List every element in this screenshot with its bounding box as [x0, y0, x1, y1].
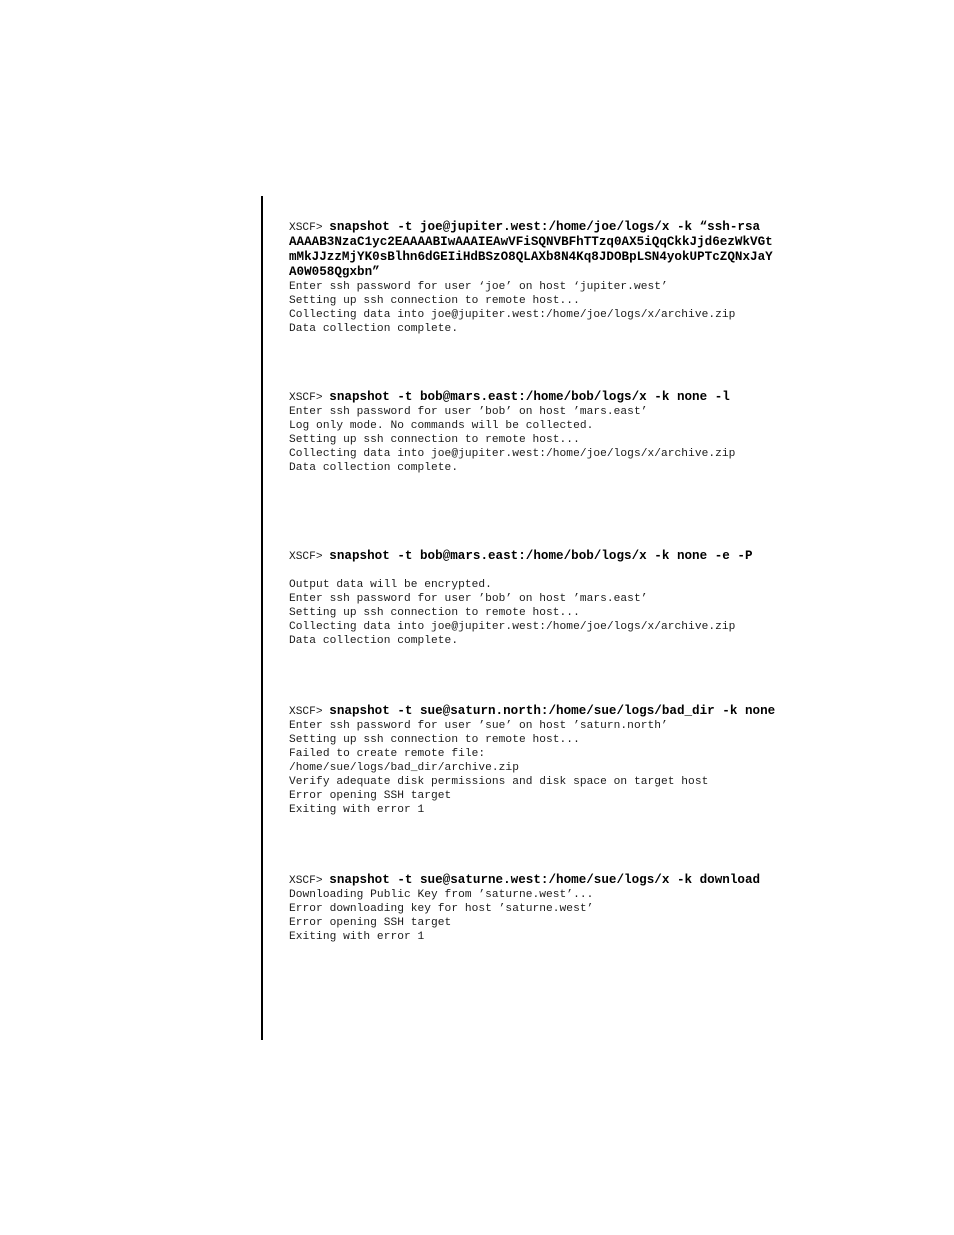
command-text: A0W058Qgxbn” [289, 265, 380, 279]
code-example-1 [289, 220, 849, 336]
code-example-2 [289, 390, 849, 475]
output-line: Setting up ssh connection to remote host... [289, 434, 580, 446]
output-line: Exiting with error 1 [289, 931, 425, 943]
command-text: snapshot -t joe@jupiter.west:/home/joe/logs/x -k “ssh-rsa [329, 220, 761, 234]
command-line [289, 390, 849, 405]
prompt: XSCF> [289, 392, 330, 404]
output-line: Setting up ssh connection to remote host... [289, 295, 580, 307]
output-line: Verify adequate disk permissions and disk space on target host [289, 776, 709, 788]
command-line [289, 250, 849, 265]
output-line: Data collection complete. [289, 323, 459, 335]
output-line: Data collection complete. [289, 462, 459, 474]
output-line: /home/sue/logs/bad_dir/archive.zip [289, 762, 519, 774]
output-line: Collecting data into joe@jupiter.west:/home/joe/logs/x/archive.zip [289, 621, 736, 633]
command-text: snapshot -t sue@saturne.west:/home/sue/logs/x -k download [329, 873, 761, 887]
output-line: Setting up ssh connection to remote host... [289, 607, 580, 619]
command-line [289, 549, 849, 564]
blank-line [289, 564, 849, 578]
output-line: Collecting data into joe@jupiter.west:/home/joe/logs/x/archive.zip [289, 448, 736, 460]
output-line: Enter ssh password for user ‘joe’ on host ‘jupiter.west’ [289, 281, 668, 293]
output-line: Error downloading key for host ’saturne.west’ [289, 903, 594, 915]
output-line: Output data will be encrypted. [289, 579, 492, 591]
command-line [289, 220, 849, 235]
output-line: Setting up ssh connection to remote host... [289, 734, 580, 746]
prompt: XSCF> [289, 222, 330, 234]
prompt: XSCF> [289, 551, 330, 563]
command-line [289, 704, 849, 719]
command-line [289, 235, 849, 250]
margin-change-bar [261, 196, 263, 1040]
output-line: Enter ssh password for user ’bob’ on host ’mars.east’ [289, 593, 648, 605]
output-line: Failed to create remote file: [289, 748, 486, 760]
output-line: Enter ssh password for user ’bob’ on host ’mars.east’ [289, 406, 648, 418]
command-line [289, 873, 849, 888]
output-line: Exiting with error 1 [289, 804, 425, 816]
output-line: Collecting data into joe@jupiter.west:/home/joe/logs/x/archive.zip [289, 309, 736, 321]
output-line: Error opening SSH target [289, 917, 452, 929]
command-text: snapshot -t bob@mars.east:/home/bob/logs/x -k none -l [329, 390, 730, 404]
output-line: Error opening SSH target [289, 790, 452, 802]
code-example-3 [289, 549, 849, 648]
command-text: snapshot -t sue@saturn.north:/home/sue/logs/bad_dir -k none [329, 704, 776, 718]
output-line: Downloading Public Key from ’saturne.west’... [289, 889, 594, 901]
command-line [289, 265, 849, 280]
prompt: XSCF> [289, 875, 330, 887]
command-text: snapshot -t bob@mars.east:/home/bob/logs/x -k none -e -P [329, 549, 753, 563]
output-line: Enter ssh password for user ’sue’ on host ’saturn.north’ [289, 720, 668, 732]
code-example-5 [289, 873, 849, 944]
output-line: Data collection complete. [289, 635, 459, 647]
prompt: XSCF> [289, 706, 330, 718]
code-example-4 [289, 704, 849, 817]
command-text: mMkJJzzMjYK0sBlhn6dGEIiHdBSzO8QLAXb8N4Kq8JDOBpLSN4yokUPTcZQNxJaY [289, 250, 773, 264]
output-line: Log only mode. No commands will be collected. [289, 420, 594, 432]
command-text: AAAAB3NzaC1yc2EAAAABIwAAAIEAwVFiSQNVBFhTTzq0AX5iQqCkkJjd6ezWkVGt [289, 235, 773, 249]
